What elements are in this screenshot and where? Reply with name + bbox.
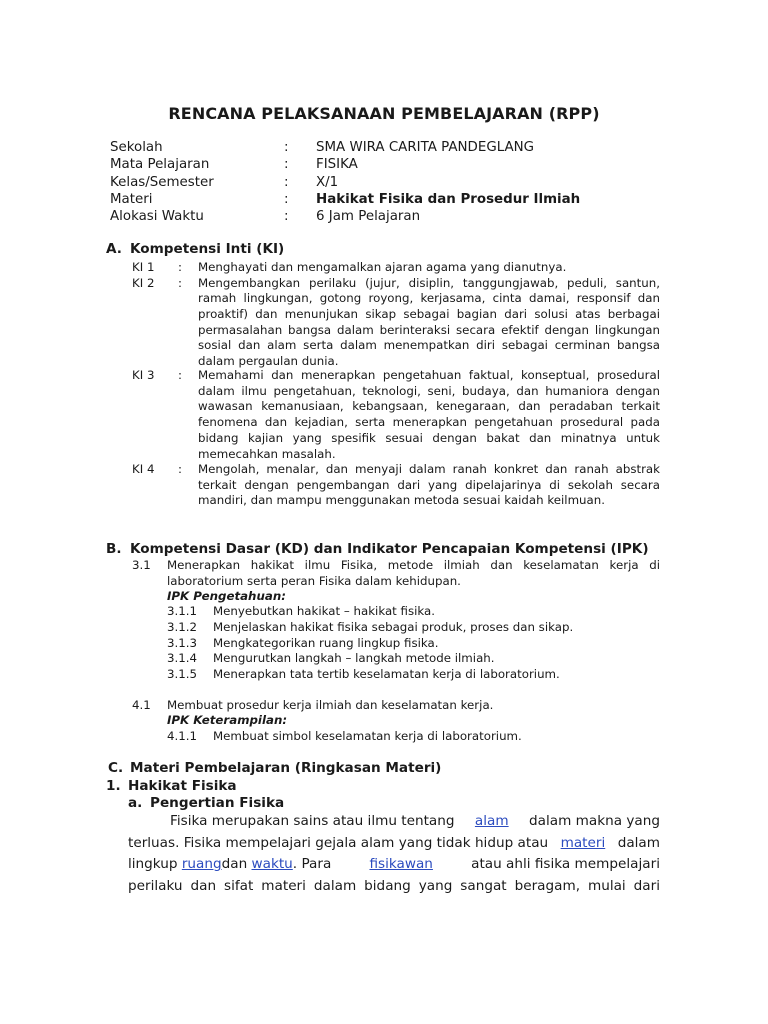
identity-value: SMA WIRA CARITA PANDEGLANG [316,140,535,155]
section-b-heading [106,540,649,558]
kd-number: 4.1 [132,697,151,712]
identity-value: FISIKA [316,157,358,173]
section-c-heading [108,759,441,777]
ki-item [132,462,660,509]
ipk-text: Mengurutkan langkah – langkah metode ilmiah. [213,651,495,665]
ipk-text: Membuat simbol keselamatan kerja di laboratorium. [213,728,522,743]
paragraph-text: . Para [292,856,332,872]
ki-text: Mengolah, menalar, dan menyaji dalam ranah konkret dan ranah abstrak terkait dengan pengembangan dari yang dipelajarinya di sekolah secara mandiri, dan mampu menggunakan metoda sesuai kaidah keilmuan. [198,462,660,508]
subsection-1a-heading [128,794,284,812]
ki-item [132,368,660,462]
ipk-number: 3.1.4 [167,651,198,665]
ipk-number: 4.1.1 [167,728,198,743]
ipk-number: 3.1.5 [167,666,198,681]
link-materi[interactable]: materi [560,834,606,851]
identity-label: Mata Pelajaran [110,157,210,173]
section-title: Kompetensi Dasar (KD) dan Indikator Pencapaian Kompetensi (IPK) [130,541,649,557]
ipk-number: 3.1.3 [167,635,198,650]
identity-colon: : [284,191,289,207]
ipk-number: 3.1.1 [167,604,198,618]
subsection-number: a. [128,795,143,811]
link-alam[interactable]: alam [474,813,509,829]
subsection-1-heading [106,777,237,795]
subsection-number: 1. [106,778,121,794]
paragraph-line [128,876,660,898]
ki-colon: : [178,462,182,476]
identity-colon: : [284,174,289,190]
link-ruang[interactable]: ruang [181,856,222,872]
subsection-title: Hakikat Fisika [128,778,237,794]
ki-code: KI 4 [132,462,155,476]
identity-colon: : [284,140,289,155]
identity-value: Hakikat Fisika dan Prosedur Ilmiah [316,191,581,207]
link-fisikawan[interactable]: fisikawan [369,856,433,872]
kd-item-4-1 [132,698,660,714]
section-title: Kompetensi Inti (KI) [130,241,285,257]
ki-item [132,276,660,370]
ipk-keterampilan-heading: IPK Keterampilan: [167,713,288,727]
identity-label: Sekolah [110,140,163,155]
ipk-pengetahuan-heading: IPK Pengetahuan: [167,589,286,603]
identity-value: X/1 [316,174,339,190]
identity-colon: : [284,157,289,173]
ki-code: KI 2 [132,275,155,290]
identity-value: 6 Jam Pelajaran [316,209,421,225]
link-waktu[interactable]: waktu [251,856,293,872]
ki-text: Memahami dan menerapkan pengetahuan faktual, konseptual, prosedural dalam ilmu pengetahuan, teknologi, seni, budaya, dan humaniora dengan wawasan kemanusiaan, kebangsaan, kenegaraan, dan peradaban terkait fenomena dan kejadian, serta menerapkan pengetahuan prosedural pada bidang kajian yang spesifik sesuai dengan bakat dan minatnya untuk memecahkan masalah. [198,368,660,461]
paragraph-text: dalam makna yang [529,813,660,829]
ki-code: KI 3 [132,368,155,382]
ki-text: Menghayati dan mengamalkan ajaran agama yang dianutnya. [198,260,567,274]
identity-label: Materi [110,191,153,207]
ki-colon: : [178,275,182,290]
section-letter: A. [106,241,122,257]
identity-label: Alokasi Waktu [110,209,204,225]
identity-colon: : [284,209,289,225]
paragraph-text: terluas. Fisika mempelajari gejala alam yang tidak hidup atau [128,834,549,851]
ki-colon: : [178,368,182,382]
paragraph-text: dalam [617,834,660,851]
body-paragraph [128,811,660,897]
paragraph-line [128,811,660,833]
ipk-text: Mengkategorikan ruang lingkup fisika. [213,635,439,650]
paragraph-text: perilaku dan sifat materi dalam bidang yang sangat beragam, mulai dari [128,877,660,894]
kd-text: Membuat prosedur kerja ilmiah dan keselamatan kerja. [167,697,494,712]
section-title: Materi Pembelajaran (Ringkasan Materi) [130,760,442,776]
paragraph-text: lingkup [128,856,178,872]
paragraph-text: Fisika merupakan sains atau ilmu tentang [170,813,455,829]
kd-item-3-1 [132,558,660,589]
paragraph-text [128,854,331,876]
ki-text: Mengembangkan perilaku (jujur, disiplin, tanggungjawab, peduli, santun, ramah lingkungan, gotong royong, kerjasama, cinta damai, responsif dan proaktif) dan menunjukan sikap sebagai bagian dari solusi atas berbagai permasalahan bangsa dalam berinteraksi secara efektif dengan lingkungan sosial dan alam serta dalam menempatkan diri sebagai cerminan bangsa dalam pergaulan dunia. [198,275,660,369]
subsection-title: Pengertian Fisika [150,795,285,811]
identity-label: Kelas/Semester [110,174,214,190]
ki-item [132,260,660,276]
kd-text: Menerapkan hakikat ilmu Fisika, metode ilmiah dan keselamatan kerja di laboratorium serta peran Fisika dalam kehidupan. [167,558,660,588]
paragraph-line [128,854,660,876]
ipk-text: Menjelaskan hakikat fisika sebagai produk, proses dan sikap. [213,620,574,634]
ki-colon: : [178,260,182,274]
ipk-text: Menyebutkan hakikat – hakikat fisika. [213,604,436,618]
section-a-heading [106,240,284,258]
ipk-number: 3.1.2 [167,620,198,634]
paragraph-text: dan [221,856,248,872]
paragraph-text: atau ahli fisika mempelajari [471,856,660,872]
ipk-text: Menerapkan tata tertib keselamatan kerja di laboratorium. [213,666,560,681]
document-title: RENCANA PELAKSANAAN PEMBELAJARAN (RPP) [168,104,600,123]
ki-code: KI 1 [132,260,155,274]
section-letter: C. [108,760,124,776]
kd-number: 3.1 [132,558,151,572]
paragraph-line [128,833,660,855]
section-letter: B. [106,541,122,557]
